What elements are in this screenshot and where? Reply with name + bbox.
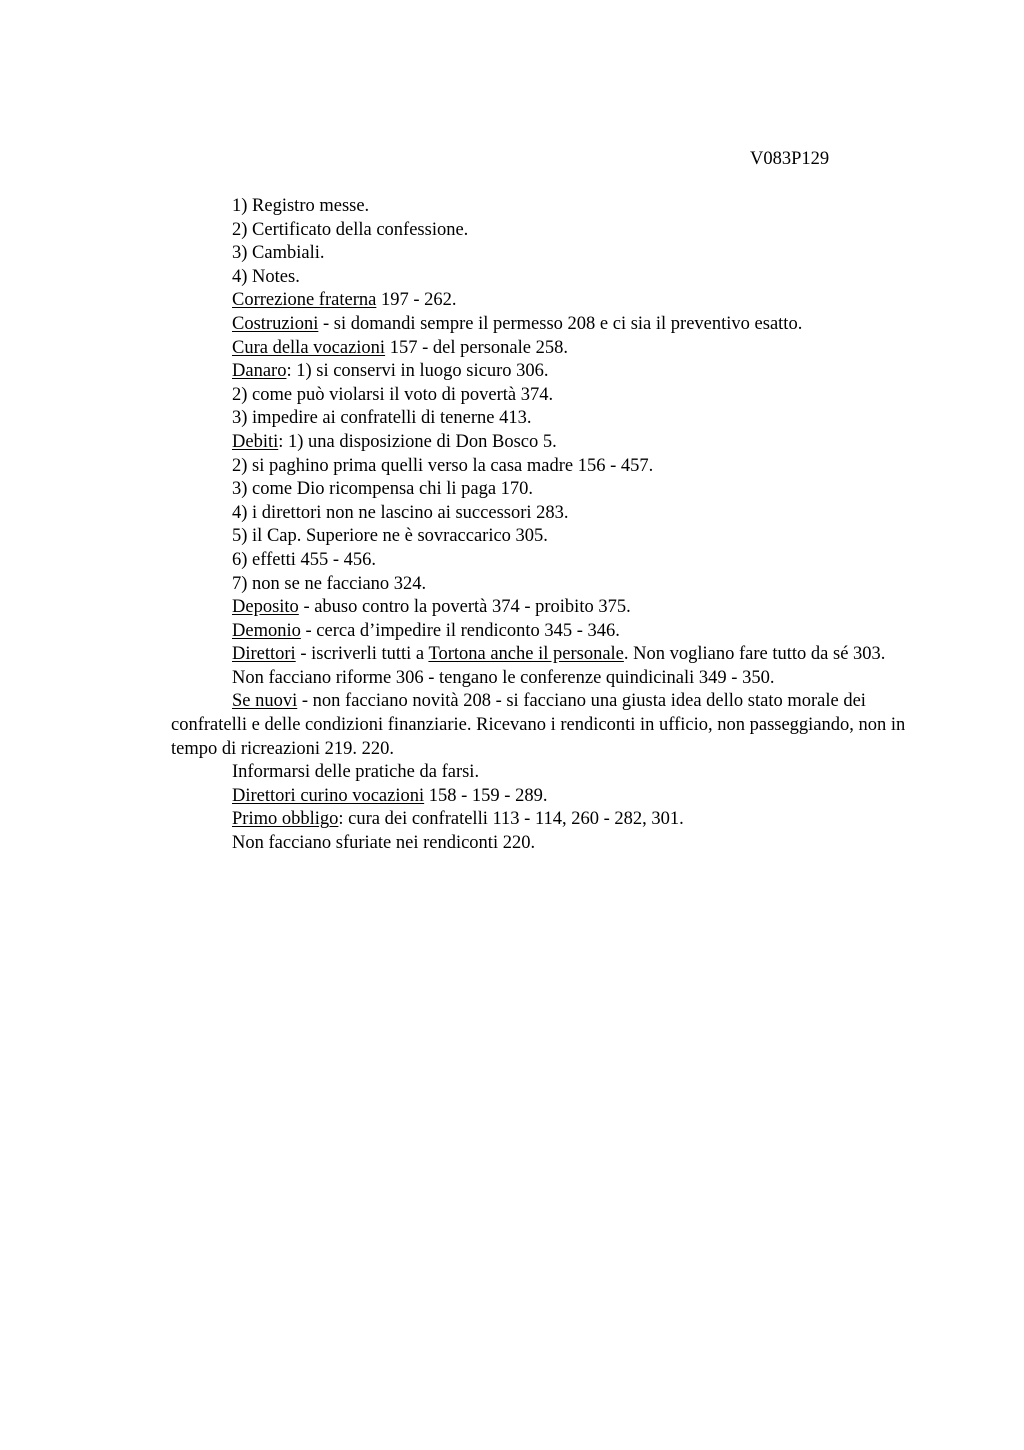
text-line: 3) impedire ai confratelli di tenerne 413.	[232, 408, 532, 429]
index-entry-deposito	[171, 596, 931, 620]
index-entry-debiti	[171, 431, 931, 455]
entry-text: - iscriverli tutti a	[295, 644, 429, 665]
text-line: 4) i direttori non ne lascino ai successori 283.	[232, 502, 569, 523]
entry-heading: Direttori curino vocazioni	[232, 785, 425, 806]
entry-heading: Correzione fraterna	[232, 290, 377, 311]
index-entry-direttori-vocazioni	[171, 785, 931, 809]
entry-heading: Primo obbligo	[232, 809, 339, 830]
text-line: 3) Cambiali.	[232, 243, 325, 264]
entry-heading: Se nuovi	[232, 691, 298, 712]
entry-text: : 1) si conservi in luogo sicuro 306.	[286, 361, 549, 382]
index-entry-direttori	[171, 643, 931, 667]
entry-heading: Deposito	[232, 597, 299, 618]
entry-heading: Direttori	[232, 644, 296, 665]
entry-underlined-text: Tortona anche il personale	[428, 644, 624, 665]
text-line: 2) come può violarsi il voto di povertà 374.	[232, 384, 554, 405]
index-entry-danaro	[171, 360, 931, 384]
index-entry-costruzioni	[171, 313, 931, 337]
document-body	[171, 195, 931, 856]
index-entry-se-nuovi	[171, 690, 931, 761]
entry-text: 158 - 159 - 289.	[424, 785, 548, 806]
entry-heading: Costruzioni	[232, 313, 319, 334]
text-line: 4) Notes.	[232, 266, 300, 287]
entry-text: - abuso contro la povertà 374 - proibito 375.	[298, 597, 631, 618]
entry-text: . Non vogliano fare tutto da sé 303.	[623, 644, 886, 665]
text-line: 5) il Cap. Superiore ne è sovraccarico 305.	[232, 526, 548, 547]
text-line: Non facciano riforme 306 - tengano le conferenze quindicinali 349 - 350.	[232, 667, 775, 688]
entry-text: - non facciano novità 208 - si facciano una giusta idea dello stato morale dei confratelli e delle condizioni finanziarie. Ricevano i rendiconti in ufficio, non passeggiando, non in tempo di ricreazioni 219. 220.	[171, 691, 906, 759]
text-line: Non facciano sfuriate nei rendiconti 220.	[232, 833, 536, 854]
text-line: 2) si paghino prima quelli verso la casa madre 156 - 457.	[232, 455, 654, 476]
index-entry-correzione	[171, 289, 931, 313]
entry-text: : 1) una disposizione di Don Bosco 5.	[278, 431, 557, 452]
entry-text: - cerca d’impedire il rendiconto 345 - 346.	[300, 620, 620, 641]
index-entry-primo-obbligo	[171, 808, 931, 832]
entry-heading: Danaro	[232, 361, 287, 382]
entry-text: - si domandi sempre il permesso 208 e ci sia il preventivo esatto.	[318, 313, 803, 334]
entry-heading: Cura della vocazioni	[232, 337, 386, 358]
entry-text: : cura dei confratelli 113 - 114, 260 - 282, 301.	[338, 809, 684, 830]
text-line: 2) Certificato della confessione.	[232, 219, 469, 240]
entry-heading: Debiti	[232, 431, 279, 452]
index-entry-demonio	[171, 620, 931, 644]
entry-text: 157 - del personale 258.	[385, 337, 568, 358]
text-line: 1) Registro messe.	[232, 196, 370, 216]
text-line: 7) non se ne facciano 324.	[232, 573, 427, 594]
entry-text: 197 - 262.	[376, 290, 457, 311]
entry-heading: Demonio	[232, 620, 301, 641]
text-line: 3) come Dio ricompensa chi li paga 170.	[232, 479, 534, 500]
document-id: V083P129	[750, 149, 830, 169]
text-line: Informarsi delle pratiche da farsi.	[232, 762, 480, 783]
text-line: 6) effetti 455 - 456.	[232, 549, 377, 570]
index-entry-cura	[171, 337, 931, 361]
